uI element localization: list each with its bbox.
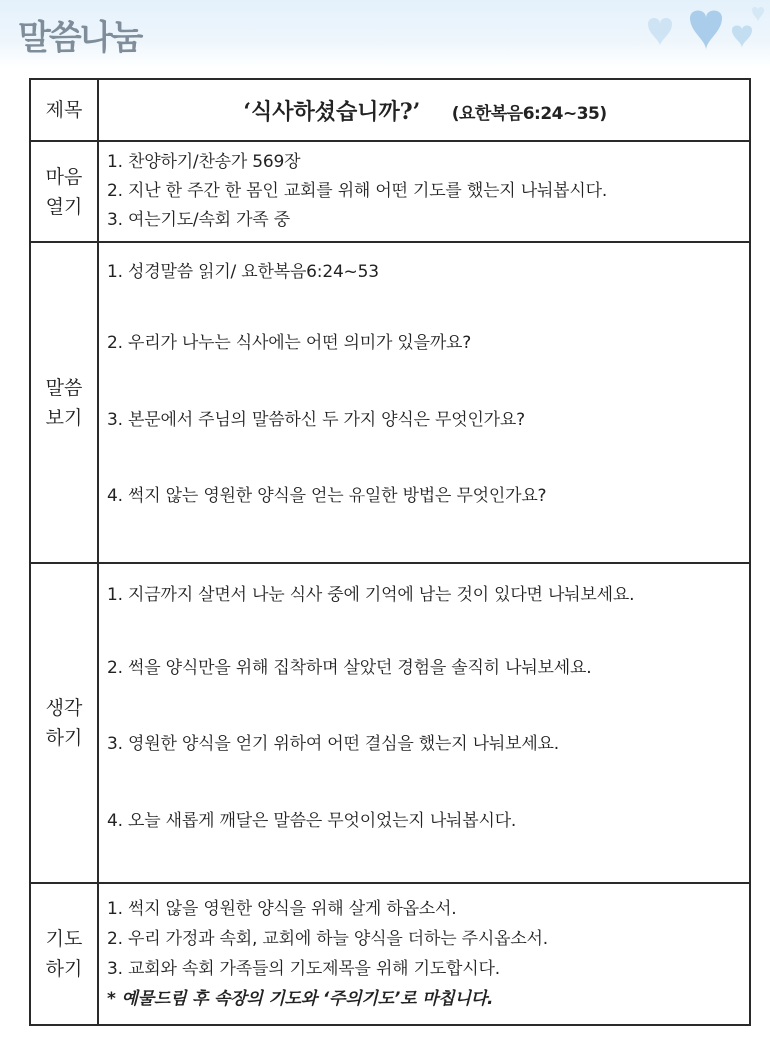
closing-note: * 예물드림 후 속장의 기도와 ‘주의기도’로 마칩니다. — [107, 989, 494, 1009]
word-label-line1: 말씀 — [45, 376, 83, 399]
main-title: ‘식사하셨습니까?’ — [243, 98, 421, 125]
opening-label-line2: 열기 — [45, 195, 83, 218]
word-item: 2. 우리가 나누는 식사에는 어떤 의미가 있을까요? — [107, 333, 472, 353]
word-label — [30, 242, 98, 563]
reflect-content — [98, 563, 750, 883]
opening-item: 1. 찬양하기/찬송가 569장 — [107, 152, 301, 172]
prayer-row — [30, 883, 750, 1025]
opening-label-line1: 마음 — [45, 165, 83, 188]
word-row — [30, 242, 750, 563]
title-label: 제목 — [30, 79, 98, 141]
prayer-item: 2. 우리 가정과 속회, 교회에 하늘 양식을 더하는 주시옵소서. — [107, 929, 548, 949]
prayer-label-line2: 하기 — [45, 958, 83, 980]
opening-item: 3. 여는기도/속회 가족 중 — [107, 210, 290, 230]
title-cell — [98, 79, 750, 141]
prayer-item: 1. 썩지 않을 영원한 양식을 위해 살게 하옵소서. — [107, 899, 457, 919]
word-item: 1. 성경말씀 읽기/ 요한복음6:24~53 — [107, 262, 379, 282]
reflect-label-line2: 하기 — [45, 727, 83, 749]
prayer-label — [30, 883, 98, 1025]
prayer-item: 3. 교회와 속회 가족들의 기도제목을 위해 기도합시다. — [107, 959, 500, 979]
reflect-row — [30, 563, 750, 883]
reflect-item: 4. 오늘 새롭게 깨달은 말씀은 무엇이었는지 나눠봅시다. — [107, 811, 517, 831]
reflect-item: 3. 영원한 양식을 얻기 위하여 어떤 결심을 했는지 나눠보세요. — [107, 734, 559, 754]
scripture-reference: (요한복음6:24~35) — [451, 103, 607, 124]
opening-label — [30, 141, 98, 242]
opening-row — [30, 141, 750, 242]
word-item: 4. 썩지 않는 영원한 양식을 얻는 유일한 방법은 무엇인가요? — [107, 486, 547, 506]
worksheet-table — [29, 78, 751, 1026]
opening-content — [98, 141, 750, 242]
prayer-label-line1: 기도 — [45, 928, 83, 950]
header-banner — [0, 0, 770, 68]
reflect-item: 2. 썩을 양식만을 위해 집착하며 살았던 경험을 솔직히 나눠보세요. — [107, 658, 592, 678]
reflect-label — [30, 563, 98, 883]
banner-title: 말씀나눔 — [18, 18, 142, 58]
reflect-item: 1. 지금까지 살면서 나눈 식사 중에 기억에 남는 것이 있다면 나눠보세요. — [107, 585, 635, 605]
word-item: 3. 본문에서 주님의 말씀하신 두 가지 양식은 무엇인가요? — [107, 410, 525, 430]
word-label-line2: 보기 — [45, 406, 83, 429]
prayer-content — [98, 883, 750, 1025]
reflect-label-line1: 생각 — [45, 697, 83, 719]
opening-item: 2. 지난 한 주간 한 몸인 교회를 위해 어떤 기도를 했는지 나눠봅시다. — [107, 181, 608, 201]
word-content — [98, 242, 750, 563]
title-row — [30, 79, 750, 141]
heart-decoration-icon — [628, 4, 768, 64]
